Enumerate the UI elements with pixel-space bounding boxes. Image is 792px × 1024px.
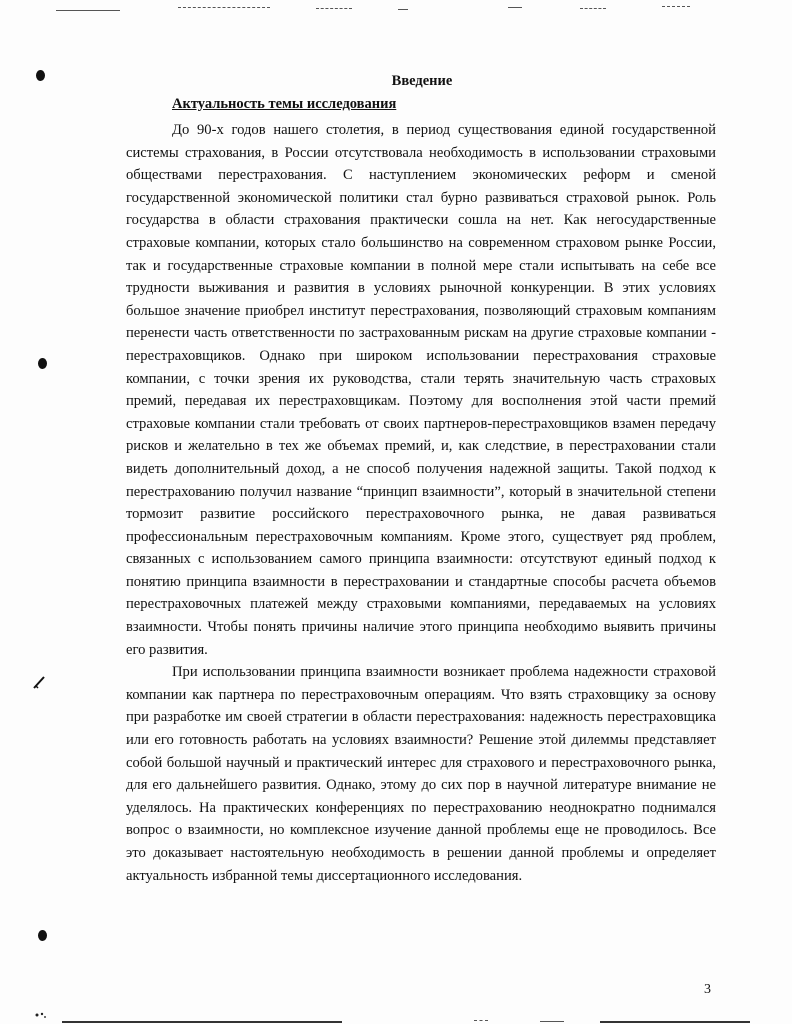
document-heading: Введение <box>391 73 453 89</box>
body-text <box>126 119 716 887</box>
paragraph: До 90-х годов нашего столетия, в период существования единой государственной системы страхования, в России отсутствовала необходимость в использовании страховыми обществами перестрахования. С наступлением экономических реформ и сменой государственной экономической политики стал бурно развиваться страховой рынок. Роль государства в области страхования практически сошла на нет. Как негосударственные страховые компании, которых стало большинство на современном страховом рынке России, так и государственные страховые компании в полной мере стали испытывать на себе все трудности выживания и развития в условиях рыночной конкуренции. В этих условиях большое значение приобрел институт перестрахования, позволяющий страховым компаниям перенести часть ответственности по застрахованным рискам на другие страховые компании - перестраховщиков. Однако при широком использовании перестрахования страховые компании, с точки зрения их руководства, стали терять значительную часть страховых премий, передавая их перестраховщикам. Поэтому для восполнения этой части премий страховые компании стали требовать от своих партнеров-перестраховщиков взамен передачу рисков и желательно в тех же объемах премий, и, как следствие, в перестраховании стали видеть дополнительный доход, а не способ получения надежной защиты. Такой подход к перестрахованию получил название “принцип взаимности”, который в значительной степени тормозит развитие российского перестраховочного рынка, не давая развиваться профессиональным перестраховочным компаниям. Кроме этого, существует ряд проблем, связанных с использованием самого принципа взаимности: отсутствуют единый подход к понятию принципа взаимности в перестраховании и стандартные способы расчета объемов перестраховочных платежей между страховыми компаниями, передаваемых на условиях взаимности. Чтобы понять причины наличие этого принципа необходимо выявить причины его развития. <box>126 122 716 658</box>
scan-artifact-top-1 <box>56 10 120 11</box>
scan-artifact-top-5 <box>508 7 522 8</box>
binder-hole-mark <box>38 930 47 941</box>
scan-artifact-bottom-4 <box>600 1021 750 1023</box>
scan-artifact-bottom-3 <box>540 1021 564 1022</box>
binder-hole-mark <box>38 358 47 369</box>
scan-speck <box>34 1010 48 1020</box>
scan-artifact-bottom-1 <box>62 1021 342 1023</box>
scan-artifact-top-4 <box>398 9 408 10</box>
scan-artifact-top-3 <box>316 8 352 9</box>
paragraph: При использовании принципа взаимности возникает проблема надежности страховой компании как партнера по перестраховочным операциям. Что взять страховщику за основу при разработке им своей стратегии в области перестрахования: надежность перестраховщика или его готовность работать на условиях взаимности? Решение этой дилеммы представляет собой большой научный и практический интерес для страхового и перестраховочного рынка, для его дальнейшего развития. Однако, этому до сих пор в научной литературе внимание не уделялось. На практических конференциях по перестрахованию неоднократно поднимался вопрос о взаимности, но комплексное изучение данной проблемы еще не проводилось. Все это доказывает настоятельную необходимость в решении данной проблемы и определяет актуальность избранной темы диссертационного исследования. <box>126 664 716 884</box>
scan-artifact-top-2 <box>178 7 270 8</box>
scan-artifact-top-6 <box>580 8 606 9</box>
scan-artifact-bottom-2 <box>474 1020 488 1021</box>
page-number: 3 <box>704 982 711 997</box>
section-subheading: Актуальность темы исследования <box>172 96 397 112</box>
scan-artifact-top-7 <box>662 6 690 7</box>
pen-mark <box>32 674 48 690</box>
